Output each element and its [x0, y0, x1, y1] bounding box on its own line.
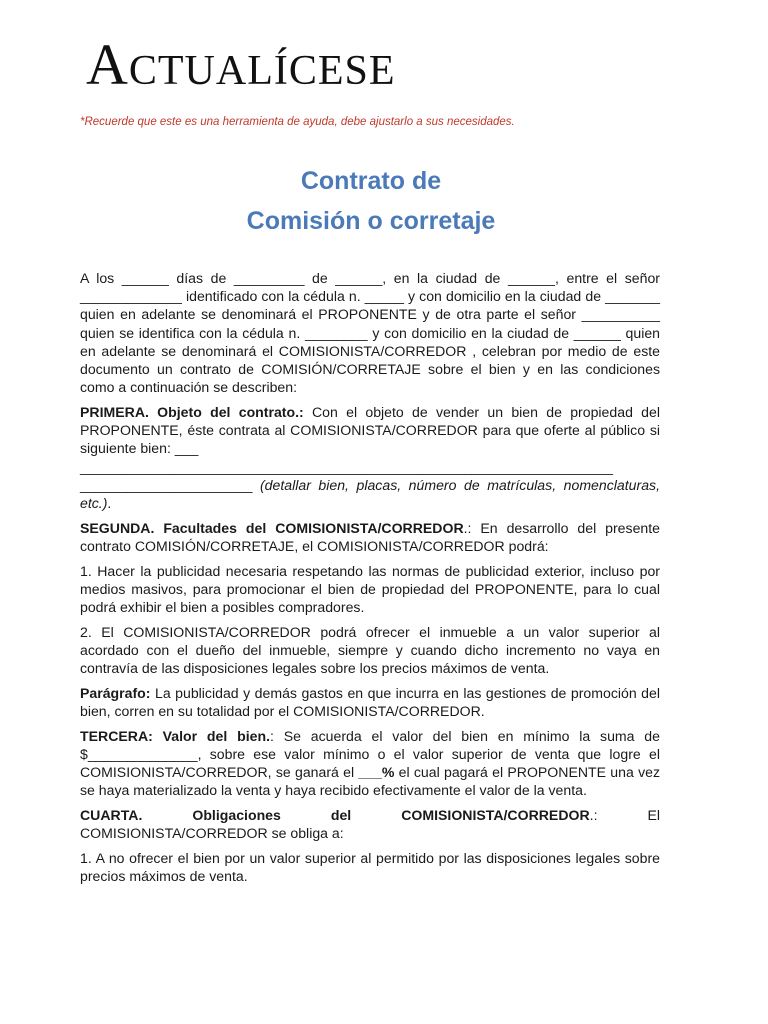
clause-cuarta [80, 806, 660, 842]
paragrafo-text: La publicidad y demás gastos en que incurra en las gestiones de promoción del bien, corren en su totalidad por el COMISIONISTA/CORREDOR. [80, 684, 660, 719]
clause-primera [80, 403, 660, 512]
actualicese-logo [86, 32, 396, 97]
blank-short: ______________________ [80, 476, 260, 493]
disclaimer-note: *Recuerde que este es una herramienta de ayuda, debe ajustarlo a sus necesidades. [80, 116, 515, 128]
clause-tercera-text2: el cual pagará el PROPONENTE una vez se haya materializado la venta y haya recibido efectivamente el valor de la venta. [80, 764, 660, 799]
clause-primera-detail: (detallar bien, placas, número de matrículas, nomenclaturas, etc.) [80, 476, 660, 511]
clause-primera-end: . [107, 494, 112, 511]
clause-tercera [80, 727, 660, 800]
segunda-item-1: 1. Hacer la publicidad necesaria respetando las normas de publicidad exterior, incluso por medios masivos, para promocionar el bien de propiedad del PROPONENTE, para lo cual podrá exhibir el bien a posibles compradores. [80, 562, 660, 615]
clause-primera-text: Con el objeto de vender un bien de propiedad del PROPONENTE, éste contrata al COMISIONISTA/CORREDOR para que oferte al público si siguiente bien: ___ [80, 403, 660, 457]
paragrafo [80, 684, 660, 720]
intro-paragraph: A los ______ días de _________ de ______, en la ciudad de ______, entre el señor _____________ identificado con la cédula n. _____ y con domicilio en la ciudad de _______ quien en adelante se denominará el PROPONENTE y de otra parte el señor __________ quien se identifica con la cédula n. ________ y con domicilio en la ciudad de ______ quien en adelante se denominará el COMISIONISTA/CORREDOR , celebran por medio de este documento un contrato de COMISIÓN/CORRETAJE sobre el bien y en las condiciones como a continuación se describen: [80, 270, 660, 396]
clause-segunda-text: .: En desarrollo del presente contrato COMISIÓN/CORRETAJE, el COMISIONISTA/CORREDOR podrá: [80, 519, 660, 554]
contract-body [80, 269, 660, 892]
commission-percent: ___% [358, 764, 395, 781]
clause-segunda-heading: SEGUNDA. Facultades del COMISIONISTA/CORREDOR [80, 519, 464, 536]
document-title-line2: Comisión o corretaje [246, 207, 496, 235]
logo-initial: A [86, 32, 129, 97]
segunda-item-2: 2. El COMISIONISTA/CORREDOR podrá ofrecer el inmueble a un valor superior al acordado con el dueño del inmueble, siempre y cuando dicho incremento no vaya en contravía de las disposiciones legales sobre los precios máximos de venta. [80, 623, 660, 677]
clause-cuarta-heading: CUARTA. Obligaciones del COMISIONISTA/CORREDOR [80, 806, 590, 823]
cuarta-item-1: 1. A no ofrecer el bien por un valor superior al permitido por las disposiciones legales sobre precios máximos de venta. [80, 849, 660, 885]
clause-tercera-text: : Se acuerda el valor del bien en mínimo la suma de $______________, sobre ese valor mínimo o el valor superior de venta que logre el COMISIONISTA/CORREDOR, se ganará el [80, 727, 660, 781]
blank-line: ____________________________________________________________________ [80, 458, 614, 475]
document-title-line1: Contrato de [300, 167, 442, 195]
clause-cuarta-text: .: El COMISIONISTA/CORREDOR se obliga a: [80, 806, 661, 842]
clause-primera-heading: PRIMERA. Objeto del contrato.: [80, 403, 304, 420]
clause-segunda [80, 519, 660, 555]
logo-rest: CTUALÍCESE [128, 48, 396, 94]
paragrafo-heading: Parágrafo: [80, 684, 151, 701]
clause-tercera-heading: TERCERA: Valor del bien. [80, 727, 270, 744]
